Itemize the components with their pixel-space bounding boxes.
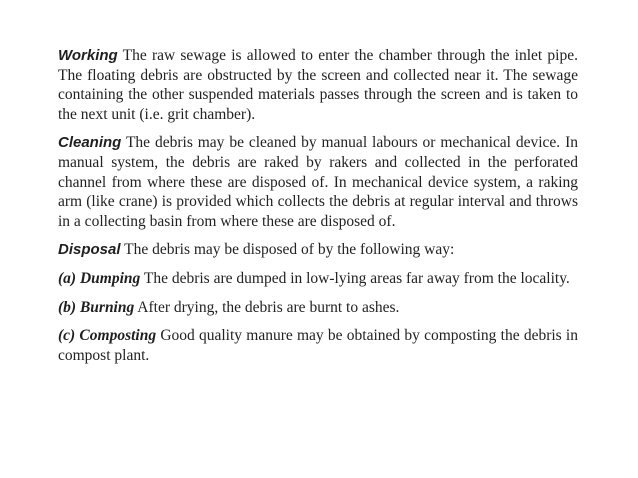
- body-working: The raw sewage is allowed to enter the chamber through the inlet pipe. The floating debris are obstructed by the screen and collected near it. The sewage containing the other suspended materials passes through the screen and is taken to the next unit (i.e. grit chamber).: [58, 47, 578, 123]
- heading-disposal: Disposal: [58, 241, 121, 259]
- disposal-item-text: After drying, the debris are burnt to ashes.: [137, 298, 400, 316]
- body-cleaning: The debris may be cleaned by manual labours or mechanical device. In manual system, the debris are raked by rakers and collected in the perforated channel from where these are disposed of. In mechanical device system, a raking arm (like crane) is provided which collects the debris at regular interval and throws in a collecting basin from where these are disposed of.: [58, 134, 578, 230]
- disposal-item-label: (b) Burning: [58, 298, 135, 316]
- section-cleaning: [58, 133, 578, 231]
- body-disposal: The debris may be disposed of by the following way:: [124, 241, 455, 259]
- heading-cleaning: Cleaning: [58, 134, 122, 152]
- disposal-item-label: (c) Composting: [58, 327, 157, 345]
- heading-working: Working: [58, 47, 118, 64]
- disposal-item-composting: [58, 326, 578, 365]
- section-disposal: [58, 240, 578, 260]
- disposal-item-text: Good quality manure may be obtained by composting the debris in compost plant.: [58, 327, 578, 364]
- text-block: [58, 46, 578, 374]
- disposal-item-burning: [58, 298, 578, 318]
- disposal-item-label: (a) Dumping: [58, 269, 141, 287]
- section-working: [58, 46, 578, 124]
- disposal-item-dumping: [58, 269, 578, 289]
- disposal-item-text: The debris are dumped in low-lying areas far away from the locality.: [143, 269, 570, 287]
